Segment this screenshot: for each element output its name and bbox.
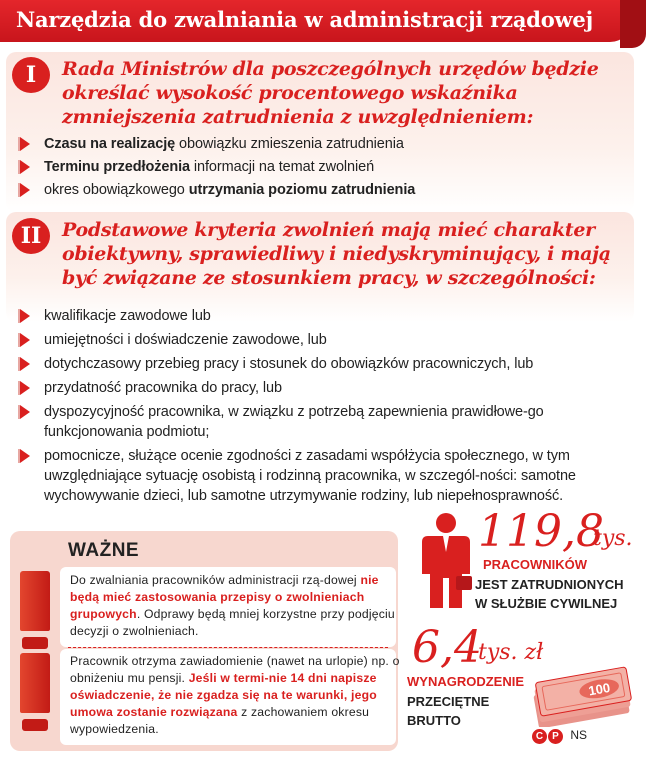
salary-label-line: PRZECIĘTNE [407, 694, 490, 709]
section-1-list [16, 134, 631, 200]
exclamation-dot-icon [22, 637, 48, 649]
note-1 [70, 572, 400, 640]
employee-person-icon [416, 512, 476, 612]
employees-label-line: JEST ZATRUDNIONYCH [475, 577, 624, 592]
list-item [16, 354, 631, 374]
salary-number: 6,4 [412, 622, 482, 673]
salary-label: WYNAGRODZENIE [407, 674, 524, 689]
divider [68, 647, 388, 648]
arrow-icon [20, 137, 30, 151]
list-item [16, 330, 631, 350]
note-text: . Odprawy będą mniej korzystne przy podjęciu decyzji o zwolnieniach. [70, 607, 395, 638]
arrow-icon [20, 309, 30, 323]
page-title: Narzędzia do zwalniania w administracji rządowej [16, 7, 593, 32]
note-highlight: nie będą mieć zastosowania przepisy o zwolnieniach grupowych [70, 573, 379, 621]
item-text: kwalifikacje zawodowe lub [44, 308, 211, 324]
note-2 [70, 653, 400, 738]
list-item [16, 446, 631, 506]
item-bold: Terminu przedłożenia [44, 159, 190, 175]
item-text: dyspozycyjność pracownika, w związku z potrzebą zapewnienia prawidłowe-go funkcjonowania podmiotu; [44, 404, 544, 440]
arrow-icon [20, 381, 30, 395]
copyright-icon: C [532, 729, 547, 744]
item-bold: utrzymania poziomu zatrudnienia [188, 182, 416, 198]
item-text: pomocnicze, służące ocenie zgodności z zasadami współżycia społecznego, w tym uwzględniające sytuację osobistą i rodzinną pracownika, w szczegól-ności: samotne wychowywanie dzieci, lub samotne utrzymywanie rodziny, lub niepełnosprawność. [44, 448, 576, 504]
arrow-icon [20, 405, 30, 419]
employees-label-line: W SŁUŻBIE CYWILNEJ [475, 596, 618, 611]
item-text: okres obowiązkowego [44, 182, 189, 198]
arrow-icon [20, 357, 30, 371]
author: NS [570, 728, 588, 742]
banner-curl [620, 0, 646, 48]
arrow-icon [20, 449, 30, 463]
section-2-numeral: II [12, 218, 50, 254]
employees-number: 119,8 [478, 506, 604, 557]
credits [532, 728, 587, 744]
banknotes-icon [528, 663, 634, 727]
item-text: informacji na temat zwolnień [189, 159, 375, 175]
item-text: obowiązku zmieszenia zatrudnienia [175, 136, 404, 152]
employees-unit: tys. [593, 526, 633, 551]
section-2-lead: Podstawowe kryteria zwolnień mają mieć charakter obiektywny, sprawiedliwy i niedyskryminujący, i mają być związane ze stosunkiem pracy, w szczególności: [62, 219, 611, 289]
list-item [16, 134, 631, 154]
salary-unit: tys. zł [478, 640, 544, 665]
list-item [16, 157, 631, 177]
item-text: umiejętności i doświadczenie zawodowe, lub [44, 332, 327, 348]
list-item [16, 402, 631, 442]
list-item [16, 306, 631, 326]
section-1-numeral: I [12, 57, 50, 93]
arrow-icon [20, 183, 30, 197]
banknote-value: 100 [587, 679, 612, 699]
employees-label: PRACOWNIKÓW [483, 557, 587, 572]
note-text: z zachowaniem okresu wypowiedzenia. [70, 705, 370, 736]
important-box [10, 531, 398, 751]
section-2-list [16, 306, 631, 506]
item-bold: Czasu na realizację [44, 136, 176, 152]
note-highlight: Jeśli w termi-nie 14 dni napisze oświadczenie, że nie zgadza się na te warunki, jego umowa zostanie rozwiązana [70, 671, 377, 719]
exclamation-dot-icon [22, 719, 48, 731]
list-item [16, 180, 631, 200]
exclamation-icon [20, 653, 50, 713]
phonographic-icon: P [548, 729, 563, 744]
note-text: Do zwalniania pracowników administracji rzą-dowej [70, 573, 361, 587]
item-text: przydatność pracownika do pracy, lub [44, 380, 282, 396]
title-banner [0, 0, 632, 42]
note-text: Pracownik otrzyma zawiadomienie (nawet na urlopie) np. o obniżeniu mu pensji. [70, 654, 400, 685]
exclamation-icon [20, 571, 50, 631]
arrow-icon [20, 160, 30, 174]
list-item [16, 378, 631, 398]
arrow-icon [20, 333, 30, 347]
item-text: dotychczasowy przebieg pracy i stosunek do obowiązków pracowniczych, lub [44, 356, 534, 372]
section-1-lead: Rada Ministrów dla poszczególnych urzędów będzie określać wysokość procentowego wskaźnika zmniejszenia zatrudnienia z uwzględnieniem: [62, 58, 599, 128]
important-heading: WAŻNE [68, 540, 140, 561]
salary-label-line: BRUTTO [407, 713, 461, 728]
